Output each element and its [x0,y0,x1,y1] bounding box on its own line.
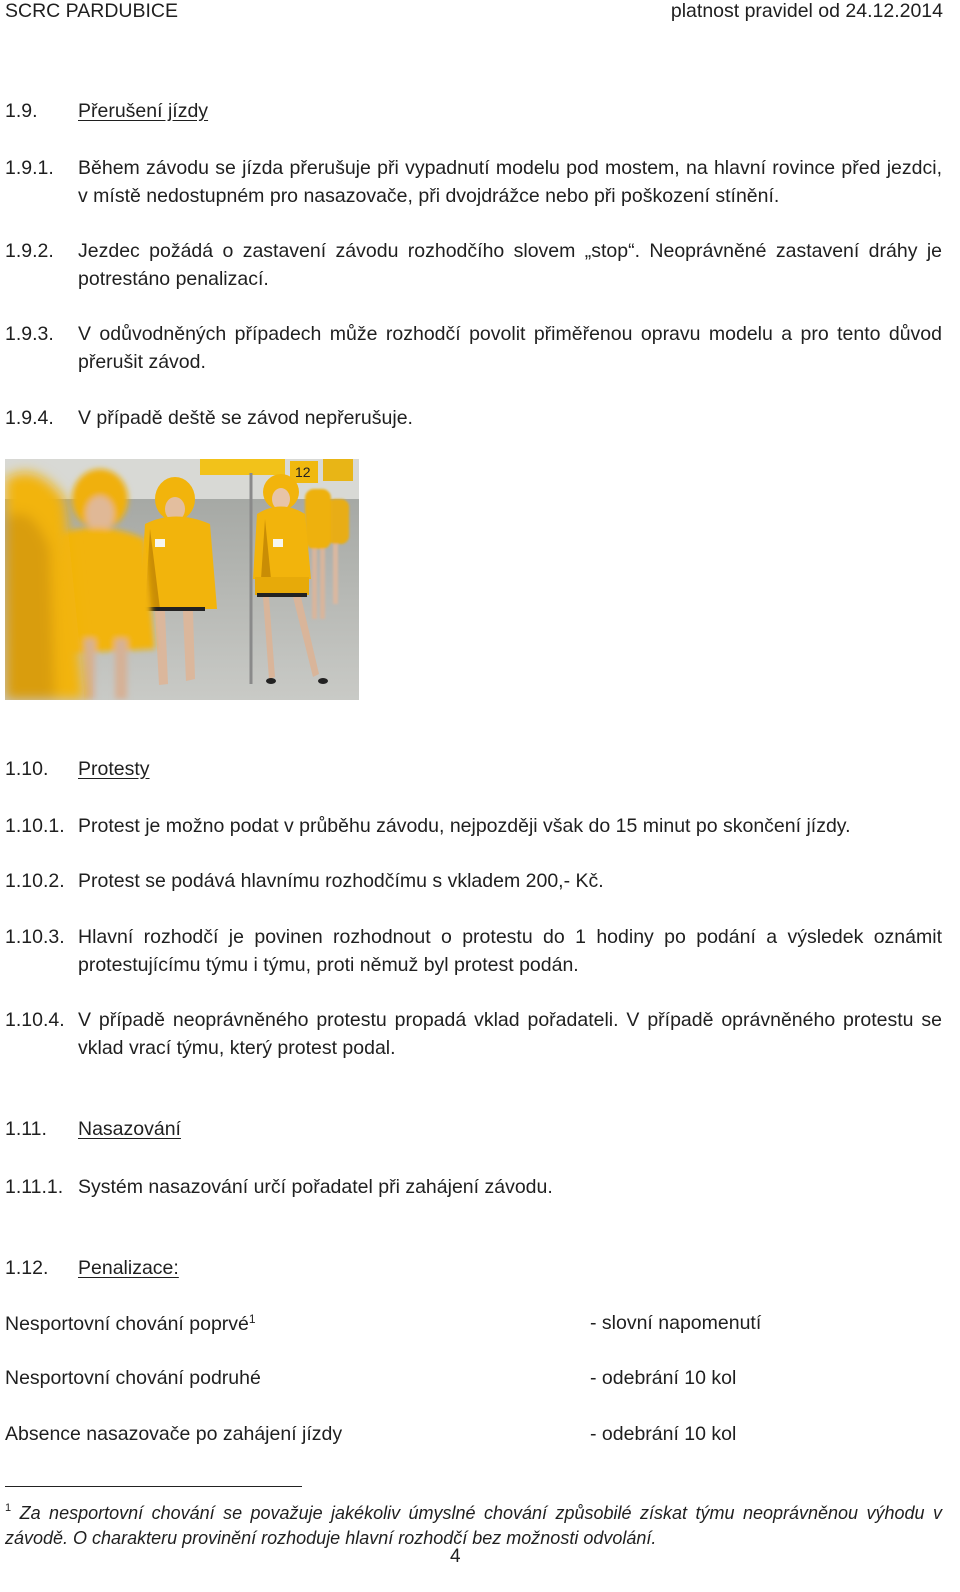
rule-number: 1.9.1. [5,157,54,179]
rule-text: V případě neoprávněného protestu propadá vklad pořadateli. V případě oprávněného protestu se vklad vrací týmu, který protest podal. [78,1009,942,1059]
rule-number: 1.10.2. [5,870,65,892]
grid-girls-photo [5,459,359,700]
penalty-value: - slovní napomenutí [590,1312,762,1334]
rule-text: V odůvodněných případech může rozhodčí povolit přiměřenou opravu modelu a pro tento důvod přerušit závod. [78,323,942,373]
section-heading-1-9 [5,100,605,126]
section-number: 1.10. [5,758,49,780]
rule-item-1-9-4 [5,404,942,432]
rule-number: 1.9.2. [5,240,54,262]
section-title: Protesty [78,758,150,780]
section-heading-1-12 [5,1257,605,1283]
rule-number: 1.10.4. [5,1009,65,1031]
penalty-offense [5,1312,256,1336]
penalty-offense: Nesportovní chování podruhé [5,1367,261,1389]
sign-number: 12 [295,464,311,480]
header-validity: platnost pravidel od 24.12.2014 [670,0,943,22]
footnote-text: Za nesportovní chování se považuje jakékoliv úmyslné chování způsobilé získat týmu neoprávněnou výhodu v závodě. O charakteru provinění rozhoduje hlavní rozhodčí bez možnosti odvolání. [5,1503,942,1548]
sign-board [200,459,285,475]
section-heading-1-10 [5,758,605,784]
offense-text: Nesportovní chování poprvé [5,1313,249,1335]
rule-text: Protest se podává hlavnímu rozhodčímu s vkladem 200,- Kč. [78,870,604,892]
rule-number: 1.10.1. [5,815,65,837]
rule-number: 1.9.3. [5,323,54,345]
rule-text: Během závodu se jízda přerušuje při vypadnutí modelu pod mostem, na hlavní rovince před jezdci, v místě nedostupném pro nasazovače, při dvojdrážce nebo při poškození stínění. [78,157,942,207]
footnote-separator [5,1486,302,1487]
rule-item-1-9-3 [5,320,942,376]
rule-text: Hlavní rozhodčí je povinen rozhodnout o protestu do 1 hodiny po podání a výsledek oznámit protestujícímu týmu i týmu, proti němuž byl protest podán. [78,926,942,976]
rule-item-1-10-1 [5,812,942,840]
penalty-value: - odebrání 10 kol [590,1423,737,1445]
section-heading-1-11 [5,1118,605,1144]
footnote [5,1496,942,1551]
section-title: Penalizace: [78,1257,179,1279]
rule-text: Protest je možno podat v průběhu závodu, nejpozději však do 15 minut po skončení jízdy. [78,815,851,837]
rule-number: 1.9.4. [5,407,54,429]
rule-item-1-10-3 [5,923,942,979]
rule-item-1-11-1 [5,1173,942,1201]
rule-text: V případě deště se závod nepřerušuje. [78,407,413,429]
penalty-offense: Absence nasazovače po zahájení jízdy [5,1423,343,1445]
section-title: Přerušení jízdy [78,100,209,122]
rule-number: 1.11.1. [5,1176,64,1198]
rule-item-1-10-4 [5,1006,942,1062]
footnote-ref: 1 [248,1312,256,1326]
section-number: 1.11. [5,1118,47,1140]
photo-illustration [5,459,359,700]
section-number: 1.9. [5,100,38,122]
rule-number: 1.10.3. [5,926,65,948]
rule-item-1-10-2 [5,867,942,895]
header-org: SCRC PARDUBICE [5,0,178,22]
penalty-value: - odebrání 10 kol [590,1367,737,1389]
rule-item-1-9-1 [5,154,942,210]
rule-text: Jezdec požádá o zastavení závodu rozhodčího slovem „stop“. Neoprávněné zastavení dráhy je potrestáno penalizací. [78,240,942,290]
rule-item-1-9-2 [5,237,942,293]
section-title: Nasazování [78,1118,181,1140]
footnote-mark: 1 [5,1502,12,1514]
rule-text: Systém nasazování určí pořadatel při zahájení závodu. [78,1176,553,1198]
page-number: 4 [450,1546,461,1567]
section-number: 1.12. [5,1257,49,1279]
